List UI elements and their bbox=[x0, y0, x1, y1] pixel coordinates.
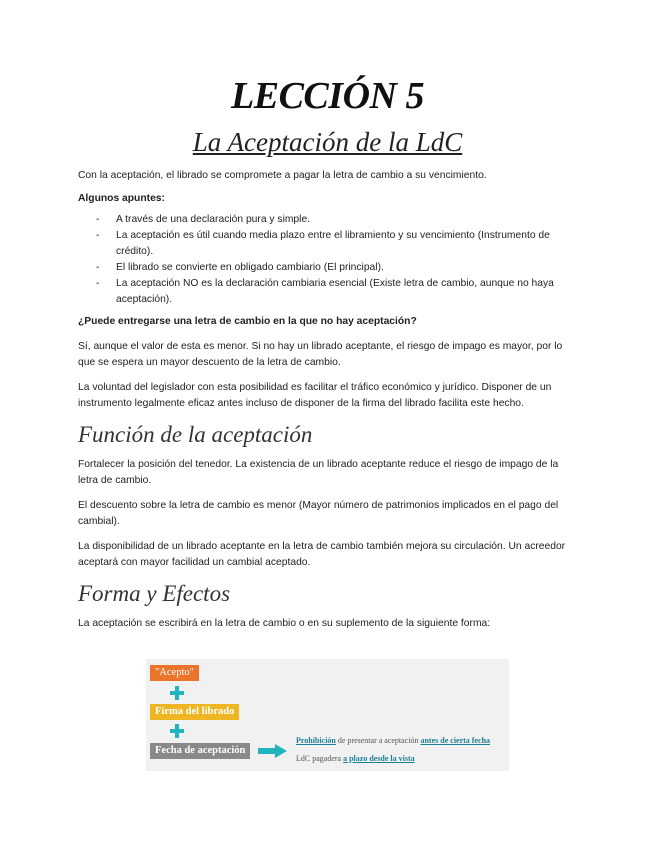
accept-label: "Acepto" bbox=[150, 665, 199, 681]
before-date-link[interactable]: antes de cierta fecha bbox=[420, 736, 491, 745]
sight-term-link[interactable]: a plazo desde la vista bbox=[343, 754, 415, 763]
dash-bullet: - bbox=[96, 214, 100, 225]
page-title: LECCIÓN 5 bbox=[231, 75, 424, 117]
list-item: - El librado se convierte en obligado cambiario (El principal). bbox=[78, 260, 580, 276]
right-arrow-icon bbox=[258, 744, 287, 758]
dash-bullet: - bbox=[96, 230, 100, 241]
document-body bbox=[78, 168, 580, 641]
prohibition-note: Prohibición de presentar a aceptación antes de cierta fecha bbox=[296, 736, 491, 745]
answer-paragraph-2: La voluntad del legislador con esta posibilidad es facilitar el tráfico económico y jurídico. Disponer de un instrumento legalmente eficaz antes incluso de disponer de la firma del librado facilita este hecho. bbox=[78, 382, 552, 409]
page-subtitle: La Aceptación de la LdC bbox=[192, 127, 463, 157]
section-heading-form: Forma y Efectos bbox=[78, 581, 231, 606]
plus-icon bbox=[170, 686, 184, 700]
acceptance-form-diagram bbox=[146, 659, 509, 771]
signature-label: Firma del librado bbox=[150, 704, 239, 720]
dash-bullet: - bbox=[96, 278, 100, 289]
dash-bullet: - bbox=[96, 262, 100, 273]
prohibition-link[interactable]: Prohibición bbox=[296, 736, 336, 745]
answer-paragraph-1: Sí, aunque el valor de esta es menor. Si no hay un librado aceptante, el riesgo de impago es mayor, por lo que se espera un mayor descuento de la letra de cambio. bbox=[78, 341, 563, 368]
question-heading: ¿Puede entregarse una letra de cambio en la que no hay aceptación? bbox=[78, 316, 417, 327]
sight-term-note: LdC pagadera a plazo desde la vista bbox=[296, 754, 415, 763]
list-item: - La aceptación NO es la declaración cambiaria esencial (Existe letra de cambio, aunque no haya aceptación). bbox=[96, 278, 554, 305]
plus-icon bbox=[170, 724, 184, 738]
function-paragraph-3: La disponibilidad de un librado aceptante en la letra de cambio también mejora su circulación. Un acreedor aceptará con mayor facilidad un cambial aceptado. bbox=[78, 541, 566, 568]
date-label: Fecha de aceptación bbox=[150, 743, 250, 759]
section-heading-function: Función de la aceptación bbox=[78, 422, 313, 447]
function-paragraph-1: Fortalecer la posición del tenedor. La existencia de un librado aceptante reduce el riesgo de impago de la letra de cambio. bbox=[78, 459, 559, 486]
notes-heading: Algunos apuntes: bbox=[78, 193, 165, 204]
notes-list bbox=[78, 212, 580, 308]
list-item: - La aceptación es útil cuando media plazo entre el libramiento y su vencimiento (Instrumento de crédito). bbox=[96, 230, 550, 257]
function-paragraph-2: El descuento sobre la letra de cambio es menor (Mayor número de patrimonios implicados en el pago del cambial). bbox=[78, 500, 559, 527]
list-item: - A través de una declaración pura y simple. bbox=[78, 212, 580, 228]
form-paragraph: La aceptación se escribirá en la letra de cambio o en su suplemento de la siguiente forma: bbox=[78, 618, 491, 629]
intro-paragraph: Con la aceptación, el librado se compromete a pagar la letra de cambio a su vencimiento. bbox=[78, 170, 487, 181]
